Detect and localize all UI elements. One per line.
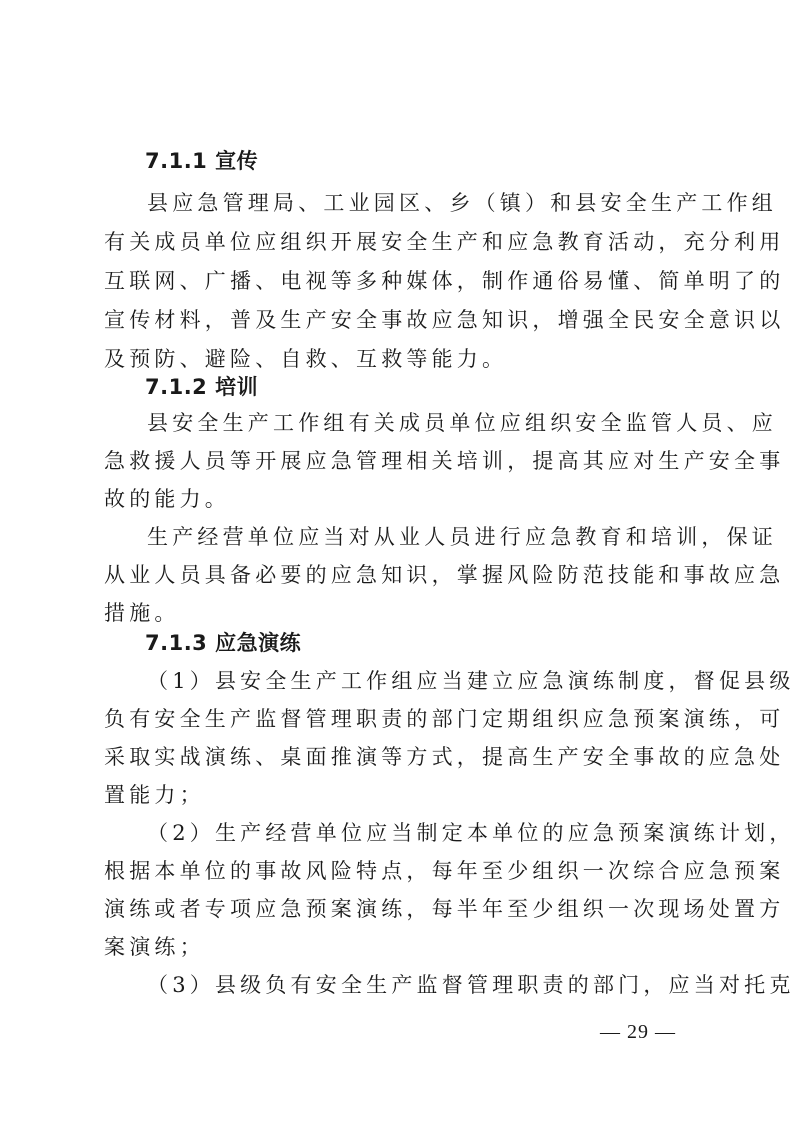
paragraph-line: 根据本单位的事故风险特点，每年至少组织一次综合应急预案 bbox=[104, 859, 785, 883]
paragraph-line: 互联网、广播、电视等多种媒体，制作通俗易懂、简单明了的 bbox=[104, 269, 785, 293]
section-heading-7-1-1: 7.1.1 宣传 bbox=[145, 149, 259, 173]
paragraph-line: 及预防、避险、自救、互救等能力。 bbox=[104, 347, 508, 371]
paragraph-line: 从业人员具备必要的应急知识，掌握风险防范技能和事故应急 bbox=[104, 563, 785, 587]
paragraph-line: 急救援人员等开展应急管理相关培训，提高其应对生产安全事 bbox=[104, 449, 785, 473]
paragraph-line: 宣传材料，普及生产安全事故应急知识，增强全民安全意识以 bbox=[104, 308, 785, 332]
paragraph-line: 故的能力。 bbox=[104, 487, 230, 511]
paragraph-line: 案演练； bbox=[104, 935, 205, 959]
paragraph-line: （1）县安全生产工作组应当建立应急演练制度，督促县级 bbox=[147, 669, 795, 693]
paragraph-line: （3）县级负有安全生产监督管理职责的部门，应当对托克 bbox=[147, 973, 795, 997]
paragraph-line: 措施。 bbox=[104, 601, 180, 625]
paragraph-line: 县应急管理局、工业园区、乡（镇）和县安全生产工作组 bbox=[147, 191, 777, 215]
paragraph-line: 置能力； bbox=[104, 783, 205, 807]
page-number: — 29 — bbox=[600, 1021, 676, 1043]
section-heading-7-1-2: 7.1.2 培训 bbox=[145, 375, 259, 399]
paragraph-line: 负有安全生产监督管理职责的部门定期组织应急预案演练，可 bbox=[104, 707, 785, 731]
section-heading-7-1-3: 7.1.3 应急演练 bbox=[145, 631, 302, 655]
paragraph-line: 生产经营单位应当对从业人员进行应急教育和培训，保证 bbox=[147, 525, 777, 549]
paragraph-line: 有关成员单位应组织开展安全生产和应急教育活动，充分利用 bbox=[104, 230, 785, 254]
paragraph-line: 县安全生产工作组有关成员单位应组织安全监管人员、应 bbox=[147, 411, 777, 435]
paragraph-line: 演练或者专项应急预案演练，每半年至少组织一次现场处置方 bbox=[104, 897, 785, 921]
paragraph-line: 采取实战演练、桌面推演等方式，提高生产安全事故的应急处 bbox=[104, 745, 785, 769]
paragraph-line: （2）生产经营单位应当制定本单位的应急预案演练计划， bbox=[147, 821, 795, 845]
